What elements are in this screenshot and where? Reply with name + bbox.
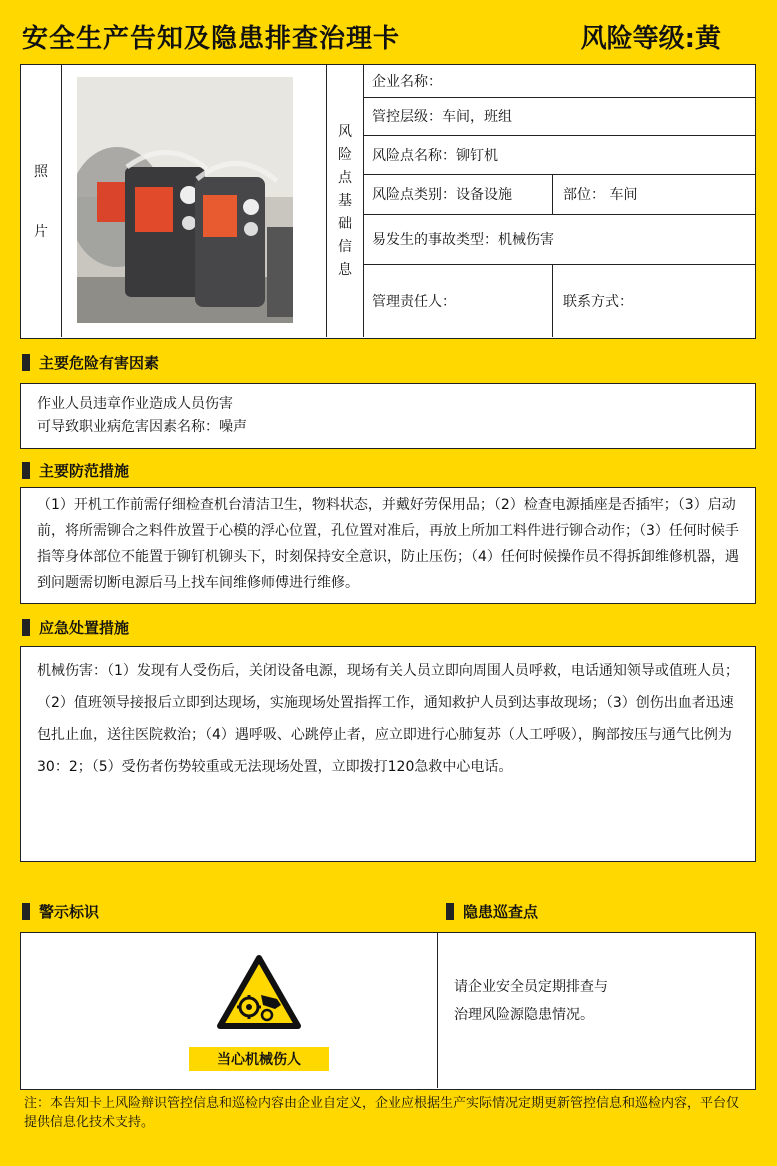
basic-info-char: 风 (338, 123, 352, 140)
basic-info-char: 点 (338, 169, 352, 186)
info-rows (364, 65, 755, 337)
risk-point-name: 风险点名称：铆钉机 (372, 147, 498, 164)
manager: 管理责任人： (364, 264, 553, 337)
inspection-heading (446, 901, 538, 922)
hazards-heading-text: 主要危险有害因素 (39, 354, 160, 372)
basic-info-char: 信 (338, 238, 352, 255)
contact: 联系方式： (563, 293, 633, 310)
row-risk-point (364, 135, 755, 175)
warning-cell (21, 933, 438, 1088)
hazard-line: 作业人员违章作业造成人员伤害 (37, 396, 233, 412)
hazard-line: 可导致职业病危害因素名称：噪声 (37, 419, 247, 435)
photo-label (21, 65, 62, 337)
prevention-heading-text: 主要防范措施 (39, 462, 130, 480)
inspection-line: 治理风险源隐患情况。 (454, 1007, 594, 1023)
emergency-box (20, 646, 756, 862)
warning-sign-text: 当心机械伤人 (189, 1047, 329, 1071)
photo-label-char: 片 (34, 224, 48, 240)
hazards-heading (22, 352, 159, 373)
prevention-heading (22, 460, 129, 481)
company-name: 企业名称： (372, 74, 442, 90)
row-category (364, 174, 755, 215)
info-table (20, 64, 756, 339)
basic-info-char: 息 (338, 261, 352, 278)
machine-photo (77, 77, 293, 323)
warning-heading (22, 901, 99, 922)
heading-marker (22, 354, 30, 371)
control-level: 管控层级：车间，班组 (372, 109, 512, 125)
emergency-text: 机械伤害：（1）发现有人受伤后，关闭设备电源，现场有关人员立即向周围人员呼救，电话通知领导或值班人员；（2）值班领导接报后立即到达现场，实施现场处置指挥工作，通知救护人员到达事故现场；（3）创伤出血者迅速包扎止血，送往医院救治；（4）遇呼吸、心跳停止者，应立即进行心肺复苏（人工呼吸），胸部按压与通气比例为 30：2；（5）受伤者伤势较重或无法现场处置，立即拨打120急救中心电话。 (37, 663, 739, 775)
warning-heading-text: 警示标识 (39, 903, 100, 921)
footer-note: 注：本告知卡上风险辩识管控信息和巡检内容由企业自定义，企业应根据生产实际情况定期更新管控信息和巡检内容，平台仅提供信息化技术支持。 (24, 1096, 740, 1130)
heading-marker (446, 903, 454, 920)
basic-info-char: 险 (338, 146, 352, 163)
risk-level: 风险等级:黄 (580, 24, 721, 54)
photo-label-char: 照 (34, 164, 48, 180)
hazards-box (20, 383, 756, 449)
row-manager (364, 264, 755, 337)
inspection-cell (454, 973, 608, 1029)
location: 部位： 车间 (563, 187, 638, 203)
row-accident-type (364, 214, 755, 265)
row-control-level (364, 97, 755, 136)
emergency-heading-text: 应急处置措施 (39, 619, 130, 637)
accident-type: 易发生的事故类型：机械伤害 (372, 232, 554, 248)
mechanical-injury-warning-icon (217, 955, 301, 1029)
emergency-heading (22, 617, 129, 638)
prevention-box (20, 487, 756, 604)
heading-marker (22, 619, 30, 636)
bottom-box (20, 932, 756, 1090)
basic-info-label (327, 65, 364, 337)
prevention-text: （1）开机工作前需仔细检查机台清洁卫生，物料状态，并戴好劳保用品；（2）检查电源插座是否插牢；（3）启动前，将所需铆合之料件放置于心模的浮心位置，孔位置对准后，再放上所加工料件进行铆合动作；（3）任何时候手指等身体部位不能置于铆钉机铆头下，时刻保持安全意识，防止压伤；（4）任何时候操作员不得拆卸维修机器，遇到问题需切断电源后马上找车间维修师傅进行维修。 (37, 497, 739, 591)
heading-marker (22, 462, 30, 479)
page-title: 安全生产告知及隐患排查治理卡 (22, 24, 401, 54)
basic-info-char: 础 (338, 215, 352, 232)
photo-cell (62, 65, 327, 337)
risk-category: 风险点类别：设备设施 (364, 174, 553, 214)
basic-info-char: 基 (338, 192, 352, 209)
heading-marker (22, 903, 30, 920)
inspection-line: 请企业安全员定期排查与 (454, 979, 608, 995)
row-company (364, 65, 755, 98)
inspection-heading-text: 隐患巡查点 (463, 903, 539, 921)
